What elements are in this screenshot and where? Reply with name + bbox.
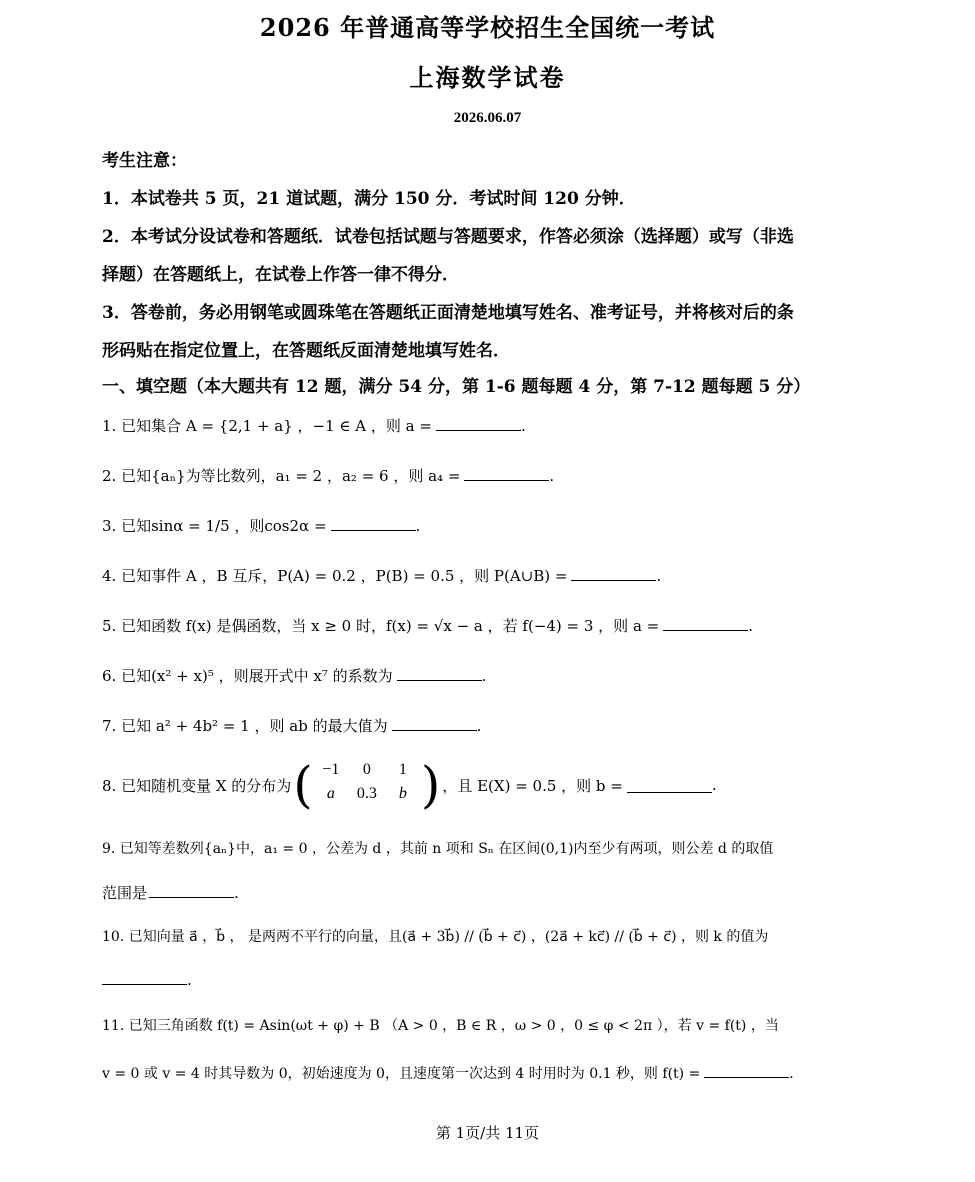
answer-blank bbox=[464, 466, 549, 481]
notice-item-2a: 2．本考试分设试卷和答题纸．试卷包括试题与答题要求，作答必须涂（选择题）或写（非选 bbox=[102, 227, 794, 247]
answer-blank bbox=[704, 1063, 789, 1078]
matrix-cell: a bbox=[326, 785, 335, 802]
question-11-line-2: v = 0 或 v = 4 时其导数为 0，初始速度为 0，且速度第一次达到 4 时用时为 0.1 秒，则 f(t) = . bbox=[102, 1063, 794, 1083]
notice-item-3b: 形码贴在指定位置上，在答题纸反面清楚地填写姓名． bbox=[102, 341, 510, 361]
question-11-line-1: 11. 已知三角函数 f(t) = Asin(ωt + φ) + B （A > 0 ，B ∈ R ，ω > 0 ，0 ≤ φ < 2π ），若 v = f(t) ，当 bbox=[102, 1018, 779, 1034]
answer-blank bbox=[436, 416, 521, 431]
distribution-matrix bbox=[293, 756, 441, 814]
question-text: 2. 已知{aₙ}为等比数列，a₁ = 2 ，a₂ = 6 ，则 a₄ = bbox=[102, 467, 461, 485]
question-7: 7. 已知 a² + 4b² = 1 ，则 ab 的最大值为 . bbox=[102, 717, 482, 735]
question-9-line-1: 9. 已知等差数列{aₙ}中，a₁ = 0 ，公差为 d ，其前 n 项和 Sₙ 在区间(0,1)内至少有两项，则公差 d 的取值 bbox=[102, 841, 774, 857]
question-text: 1. 已知集合 A = {2,1 + a} ，−1 ∈ A ，则 a = bbox=[102, 417, 432, 435]
exam-subtitle: 上海数学试卷 bbox=[409, 63, 566, 92]
matrix-cell: 1 bbox=[398, 761, 407, 778]
notice-item-1: 1．本试卷共 5 页，21 道试题，满分 150 分．考试时间 120 分钟． bbox=[102, 189, 636, 209]
answer-blank bbox=[102, 970, 187, 985]
exam-date: 2026.06.07 bbox=[453, 110, 522, 126]
answer-blank bbox=[571, 566, 656, 581]
question-3: 3. 已知sinα = 1/5 ，则cos2α = . bbox=[102, 517, 421, 535]
notice-item-3a: 3．答卷前，务必用钢笔或圆珠笔在答题纸正面清楚地填写姓名、准考证号，并将核对后的条 bbox=[102, 303, 794, 323]
question-text: 4. 已知事件 A ，B 互斥，P(A) = 0.2 ，P(B) = 0.5 ，则 P(A∪B) = bbox=[102, 567, 568, 585]
notice-heading: 考生注意： bbox=[102, 151, 187, 171]
answer-blank bbox=[149, 883, 234, 898]
answer-blank bbox=[627, 778, 712, 793]
question-10-line-1: 10. 已知向量 a⃗ ，b⃗ ， 是两两不平行的向量，且(a⃗ + 3b⃗) // (b⃗ + c⃗) ，(2a⃗ + kc⃗) // (b⃗ + c⃗) ，则 k 的值为 bbox=[102, 929, 769, 945]
question-4: 4. 已知事件 A ，B 互斥，P(A) = 0.2 ，P(B) = 0.5 ，则 P(A∪B) = . bbox=[102, 567, 662, 585]
notice-item-2b: 择题）在答题纸上，在试卷上作答一律不得分． bbox=[102, 265, 459, 285]
question-text: ，且 E(X) = 0.5 ，则 b = bbox=[442, 776, 623, 795]
question-6: 6. 已知(x² + x)⁵ ，则展开式中 x⁷ 的系数为 . bbox=[102, 667, 487, 685]
question-2: 2. 已知{aₙ}为等比数列，a₁ = 2 ，a₂ = 6 ，则 a₄ = . bbox=[102, 467, 555, 485]
question-text: 3. 已知sinα = 1/5 ，则cos2α = bbox=[102, 517, 327, 535]
question-text: 8. 已知随机变量 X 的分布为 bbox=[102, 776, 292, 795]
question-text: 范围是 bbox=[102, 884, 148, 902]
answer-blank bbox=[392, 716, 477, 731]
question-5: 5. 已知函数 f(x) 是偶函数，当 x ≥ 0 时，f(x) = √x − a ，若 f(−4) = 3 ，则 a = . bbox=[102, 617, 754, 635]
matrix-cell: 0.3 bbox=[356, 785, 377, 802]
question-text: 7. 已知 a² + 4b² = 1 ，则 ab 的最大值为 bbox=[102, 717, 388, 735]
question-text: v = 0 或 v = 4 时其导数为 0，初始速度为 0，且速度第一次达到 4 时用时为 0.1 秒，则 f(t) = bbox=[102, 1066, 701, 1082]
matrix-cell: b bbox=[398, 785, 407, 802]
left-paren: ( bbox=[293, 756, 313, 814]
question-text: 6. 已知(x² + x)⁵ ，则展开式中 x⁷ 的系数为 bbox=[102, 667, 393, 685]
right-paren: ) bbox=[420, 756, 441, 814]
section-heading: 一、填空题（本大题共有 12 题，满分 54 分，第 1-6 题每题 4 分，第 7-12 题每题 5 分） bbox=[102, 377, 811, 397]
answer-blank bbox=[331, 516, 416, 531]
answer-blank bbox=[663, 616, 748, 631]
exam-title: 2026 年普通高等学校招生全国统一考试 bbox=[259, 13, 716, 42]
question-8: 8. 已知随机变量 X 的分布为 ( −1 0 1 a 0.3 b ) ，且 E(X) = 0.5 ，则 b = . bbox=[102, 756, 717, 814]
question-10-line-2: . bbox=[102, 970, 192, 989]
question-text: 5. 已知函数 f(x) 是偶函数，当 x ≥ 0 时，f(x) = √x − a ，若 f(−4) = 3 ，则 a = bbox=[102, 617, 660, 635]
matrix-cell: 0 bbox=[362, 761, 371, 778]
matrix-cell: −1 bbox=[322, 761, 340, 778]
page-number: 第 1页/共 11页 bbox=[435, 1124, 540, 1142]
question-1: 1. 已知集合 A = {2,1 + a} ，−1 ∈ A ，则 a = . bbox=[102, 417, 526, 435]
question-9-line-2: 范围是 . bbox=[102, 884, 239, 902]
answer-blank bbox=[397, 666, 482, 681]
